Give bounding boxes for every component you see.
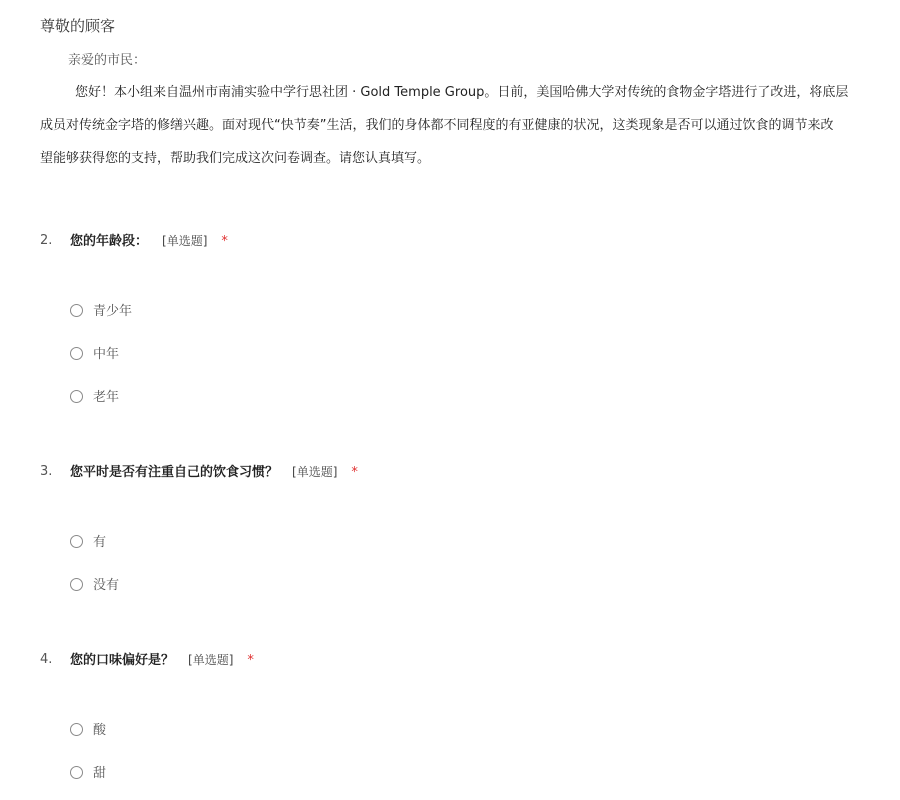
- survey-title: 尊敬的顾客: [40, 17, 116, 35]
- radio-button[interactable]: [70, 535, 83, 548]
- option-elderly[interactable]: [70, 389, 370, 409]
- question-type-badge: [单选题]: [292, 465, 338, 479]
- required-marker: *: [351, 465, 358, 480]
- question-number: 3.: [40, 464, 53, 479]
- radio-button[interactable]: [70, 766, 83, 779]
- greeting-text: 亲爱的市民：: [68, 53, 147, 68]
- option-label[interactable]: 酸: [93, 723, 107, 738]
- question-label: 您的年龄段：: [70, 234, 149, 249]
- option-no[interactable]: [70, 577, 370, 597]
- option-sour[interactable]: [70, 722, 370, 742]
- question-header: [0, 232, 900, 252]
- option-label[interactable]: 中年: [93, 347, 120, 362]
- question-text: [70, 651, 254, 670]
- option-yes[interactable]: [70, 534, 370, 554]
- option-label[interactable]: 有: [93, 535, 107, 550]
- question-label: 您的口味偏好是？: [70, 653, 175, 668]
- required-marker: *: [221, 234, 228, 249]
- question-type-badge: [单选题]: [162, 234, 208, 248]
- option-middle-aged[interactable]: [70, 346, 370, 366]
- intro-line: 望能够获得您的支持，帮助我们完成这次问卷调查。请您认真填写。: [40, 151, 431, 166]
- question-number: 2.: [40, 233, 53, 248]
- question-text: [70, 232, 228, 251]
- question-label: 您平时是否有注重自己的饮食习惯？: [70, 465, 279, 480]
- radio-button[interactable]: [70, 578, 83, 591]
- radio-button[interactable]: [70, 723, 83, 736]
- question-type-badge: [单选题]: [188, 653, 234, 667]
- option-teenager[interactable]: [70, 303, 370, 323]
- radio-button[interactable]: [70, 390, 83, 403]
- radio-button[interactable]: [70, 347, 83, 360]
- radio-button[interactable]: [70, 304, 83, 317]
- option-label[interactable]: 没有: [93, 578, 120, 593]
- intro-line: 成员对传统金字塔的修缮兴趣。面对现代“快节奏”生活，我们的身体都不同程度的有亚健康的状况，这类现象是否可以通过饮食的调节来改: [40, 118, 834, 133]
- option-label[interactable]: 老年: [93, 390, 120, 405]
- option-label[interactable]: 青少年: [93, 304, 133, 319]
- required-marker: *: [247, 653, 254, 668]
- intro-line: 您好！本小组来自温州市南浦实验中学行思社团 · Gold Temple Group。日前，美国哈佛大学对传统的食物金字塔进行了改进，将底层: [75, 85, 849, 100]
- option-sweet[interactable]: [70, 765, 370, 785]
- question-header: [0, 463, 900, 483]
- question-number: 4.: [40, 652, 53, 667]
- option-label[interactable]: 甜: [93, 766, 107, 781]
- question-text: [70, 463, 358, 482]
- question-header: [0, 651, 900, 671]
